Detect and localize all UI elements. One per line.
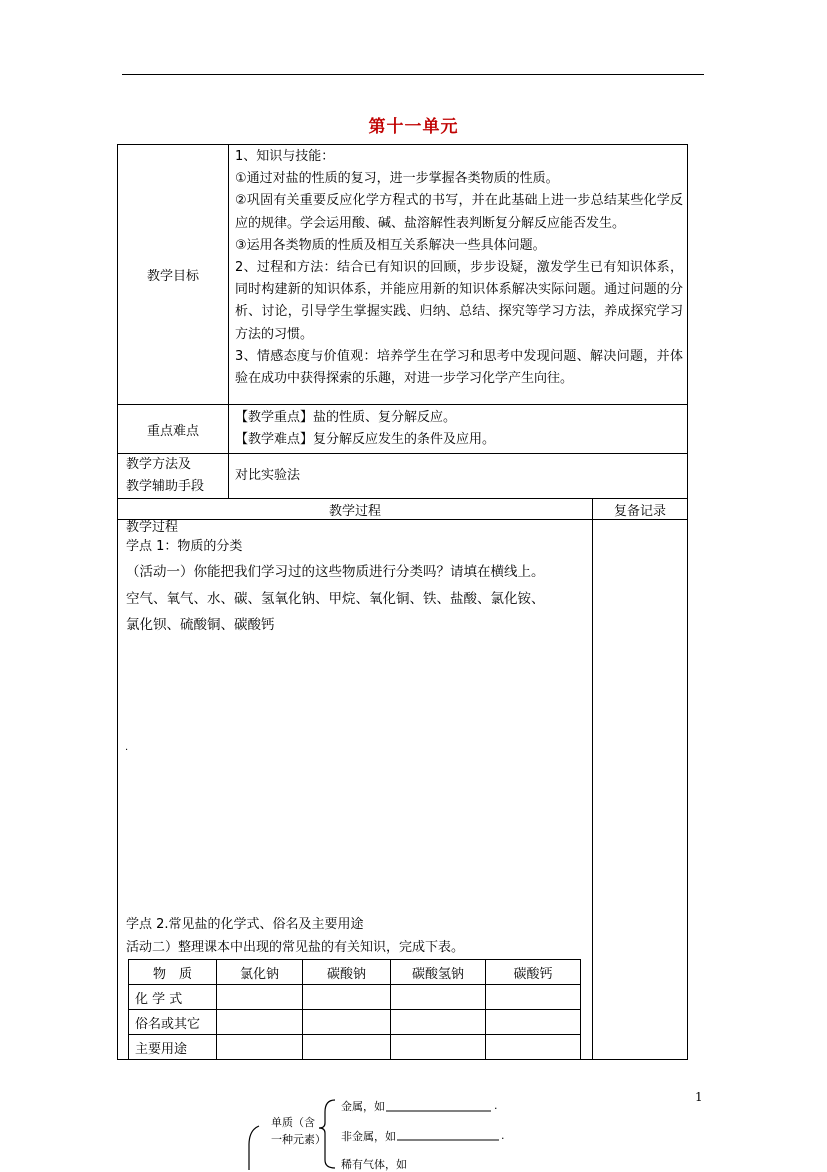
focus-text: 【教学重点】盐的性质、复分解反应。 [235,410,457,425]
key-points-row [118,405,688,454]
methods-value: 对比实验法 [235,468,301,483]
salt-cell [391,985,486,1010]
salt-cell [217,985,303,1010]
diagram-left-label-line: 一种元素） [271,1133,326,1146]
salt-cell [303,1010,391,1035]
activity-2-text: 活动二）整理课本中出现的常见盐的有关知识，完成下表。 [126,940,465,955]
notes-cell [593,520,688,1060]
salt-cell [217,1010,303,1035]
methods-label [118,454,229,499]
salt-table-row [129,1010,581,1035]
process-title: 教学过程 [126,520,179,535]
salt-cell [391,1035,486,1060]
salt-row-label: 主要用途 [129,1035,217,1060]
salt-properties-table [128,959,581,1060]
key-points-label: 重点难点 [118,405,229,454]
process-header: 教学过程 [118,499,593,520]
diagram-left-label [271,1114,326,1148]
salt-table-header-row [129,960,581,985]
salt-table-row [129,1035,581,1060]
diagram-period: . [501,1129,505,1142]
goals-line: 1、知识与技能： [235,149,335,164]
goals-line: 2、过程和方法：结合已有知识的回顾，步步设疑，激发学生已有知识体系，同时构建新的知识体系，并能应用新的知识体系解决实际问题。通过问题的分析、讨论，引导学生掌握实践、归纳、总结、探究等学习方法，养成探究学习方法的习惯。 [235,260,683,342]
page-title: 第十一单元 [368,117,459,137]
goals-content [229,145,688,405]
process-content [118,520,593,1060]
salt-cell [217,1035,303,1060]
salt-cell [303,985,391,1010]
diagram-item: 金属，如 [341,1100,385,1113]
page-number: 1 [695,1090,703,1104]
difficulty-text: 【教学难点】复分解反应发生的条件及应用。 [235,432,496,447]
salt-cell [303,1035,391,1060]
point-2-heading: 学点 2.常见盐的化学式、俗名及主要用途 [126,917,364,932]
salt-row-label: 俗名或其它 [129,1010,217,1035]
header-rule [122,74,704,75]
goals-row [118,145,688,405]
salt-table-header: 物 质 [129,960,217,985]
key-points-content [229,405,688,454]
lesson-plan-table [117,144,688,1060]
stray-dot: . [125,742,129,753]
goals-line: ①通过对盐的性质的复习，进一步掌握各类物质的性质。 [235,171,559,187]
salt-cell [486,985,581,1010]
diagram-left-label-line: 单质（含 [271,1116,315,1129]
salt-table-row [129,985,581,1010]
diagram-item: 非金属，如 [341,1130,396,1143]
salt-table-header: 碳酸钠 [303,960,391,985]
goals-line: 3、情感态度与价值观：培养学生在学习和思考中发现问题、解决问题，并体验在成功中获得探索的乐趣，对进一步学习化学产生向往。 [235,348,683,387]
classification-diagram [245,1090,545,1170]
diagram-period: . [494,1099,498,1112]
salt-table-header: 氯化钠 [217,960,303,985]
point-1-heading: 学点 1：物质的分类 [126,539,243,554]
notes-header: 复备记录 [593,499,688,520]
salt-cell [486,1010,581,1035]
methods-row [118,454,688,499]
goals-line: ②巩固有关重要反应化学方程式的书写，并在此基础上进一步总结某些化学反应的规律。学会运用酸、碱、盐溶解性表判断复分解反应能否发生。 [235,193,683,231]
salt-table-header: 碳酸氢钠 [391,960,486,985]
methods-label-line: 教学方法及 [126,457,192,472]
goals-line: ③运用各类物质的性质及相互关系解决一些具体问题。 [235,237,546,253]
salt-row-label: 化 学 式 [129,985,217,1010]
activity-1-text: （活动一）你能把我们学习过的这些物质进行分类吗？请填在横线上。 [126,564,545,580]
diagram-item: 稀有气体，如 [341,1158,407,1171]
process-header-row [118,499,688,520]
salt-cell [486,1035,581,1060]
salt-cell [391,1010,486,1035]
salt-table-header: 碳酸钙 [486,960,581,985]
methods-content [229,454,688,499]
methods-label-line: 教学辅助手段 [126,479,205,494]
process-row [118,520,688,1060]
substances-line: 氯化钡、硫酸铜、碳酸钙 [126,617,275,633]
substances-line: 空气、氧气、水、碳、氢氧化钠、甲烷、氧化铜、铁、盐酸、氯化铵、 [126,591,545,607]
goals-label: 教学目标 [118,145,229,405]
